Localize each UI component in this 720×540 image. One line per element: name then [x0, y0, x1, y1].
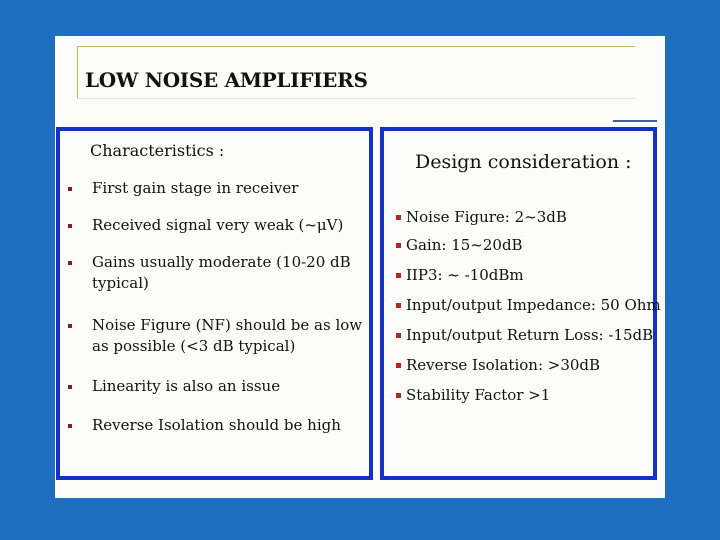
square-bullet-icon — [68, 385, 72, 389]
design-consideration-heading: Design consideration : — [415, 151, 632, 173]
square-bullet-icon — [396, 243, 401, 248]
list-item — [92, 178, 370, 199]
list-item-text: Input/output Impedance: 50 Ohm — [406, 296, 661, 314]
list-item-text: Gains usually moderate (10-20 dB typical) — [92, 253, 351, 292]
list-item — [92, 215, 370, 236]
list-item-text: First gain stage in receiver — [92, 179, 299, 197]
list-item — [406, 235, 666, 256]
design-consideration-panel — [380, 127, 661, 480]
list-item — [406, 385, 666, 406]
title-rule-bottom — [77, 98, 635, 99]
list-item-text: Reverse Isolation should be high — [92, 416, 341, 434]
square-bullet-icon — [68, 261, 72, 265]
square-bullet-icon — [396, 215, 401, 220]
square-bullet-icon — [396, 333, 401, 338]
square-bullet-icon — [396, 303, 401, 308]
characteristics-list — [60, 131, 369, 476]
list-item-text: Noise Figure: 2~3dB — [406, 208, 567, 226]
list-item-text: IIP3: ~ -10dBm — [406, 266, 524, 284]
list-item — [406, 325, 666, 346]
square-bullet-icon — [68, 324, 72, 328]
list-item — [92, 252, 370, 294]
characteristics-heading: Characteristics : — [90, 141, 225, 160]
list-item-text: Stability Factor >1 — [406, 386, 551, 404]
characteristics-panel — [56, 127, 373, 480]
slide — [55, 36, 665, 498]
square-bullet-icon — [68, 424, 72, 428]
title-rule-left — [77, 46, 78, 98]
square-bullet-icon — [396, 273, 401, 278]
list-item — [406, 265, 666, 286]
square-bullet-icon — [396, 363, 401, 368]
square-bullet-icon — [68, 187, 72, 191]
slide-title: LOW NOISE AMPLIFIERS — [85, 68, 368, 92]
list-item-text: Noise Figure (NF) should be as low as possible (<3 dB typical) — [92, 316, 363, 355]
list-item — [92, 376, 370, 397]
list-item-text: Received signal very weak (~μV) — [92, 216, 344, 234]
square-bullet-icon — [68, 224, 72, 228]
list-item — [406, 355, 666, 376]
decorative-dash — [613, 120, 657, 122]
list-item-text: Linearity is also an issue — [92, 377, 281, 395]
list-item — [406, 207, 666, 228]
list-item — [92, 315, 370, 357]
list-item-text: Reverse Isolation: >30dB — [406, 356, 601, 374]
list-item — [92, 415, 370, 436]
list-item — [406, 295, 666, 316]
square-bullet-icon — [396, 393, 401, 398]
list-item-text: Input/output Return Loss: -15dB — [406, 326, 654, 344]
list-item-text: Gain: 15~20dB — [406, 236, 523, 254]
title-rule-top — [77, 46, 635, 47]
design-consideration-list — [384, 131, 661, 476]
